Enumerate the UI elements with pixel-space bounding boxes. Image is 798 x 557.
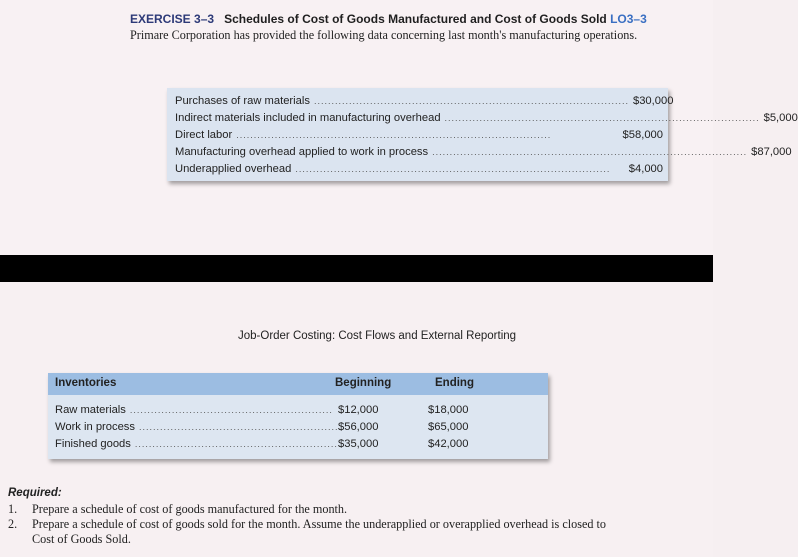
leader-dots: .......................................................... [134,438,338,449]
exercise-number: EXERCISE 3–3 [130,12,215,26]
header-ending: Ending [435,377,474,389]
table-row [55,401,333,418]
beginning-value: $35,000 [338,437,379,450]
item-text: Prepare a schedule of cost of goods manufactured for the month. [32,502,348,516]
beginning-value: $12,000 [338,403,379,416]
header-inventories: Inventories [55,377,117,389]
row-value: $30,000 [632,94,674,107]
exercise-heading [130,12,647,26]
row-label: Finished goods [55,437,131,450]
ending-value: $18,000 [428,403,469,416]
item-number: 1. [8,502,18,516]
leader-dots: .......................................................................................... [313,95,629,106]
table-row [55,418,343,435]
leader-dots: .......................................................................................... [444,112,760,123]
item-text: Prepare a schedule of cost of goods sold for the month. Assume the underapplied or overapplied overhead is closed to Cost of Goods Sold. [32,517,607,546]
row-value: $58,000 [622,128,663,141]
row-label: Underapplied overhead [175,162,292,175]
table-header [48,373,548,395]
leader-dots: .......................................................................................... [432,146,748,157]
row-label: Purchases of raw materials [175,94,310,107]
required-heading: Required: [8,487,62,499]
required-list [8,502,608,547]
table-row [175,109,798,126]
table-row [175,143,792,160]
row-value: $5,000 [763,111,798,124]
inventories-table [48,373,548,459]
cost-data-table [167,88,798,181]
ending-value: $65,000 [428,420,469,433]
leader-dots: .......................................................... [139,421,343,432]
top-page-section [0,0,798,255]
header-beginning: Beginning [335,377,392,389]
beginning-value: $56,000 [338,420,379,433]
row-label: Direct labor [175,128,233,141]
row-label: Manufacturing overhead applied to work in process [175,145,429,158]
row-label: Raw materials [55,403,126,416]
leader-dots: .......................................................................................... [236,129,552,140]
item-number: 2. [8,517,18,531]
row-label: Indirect materials included in manufacturing overhead [175,111,441,124]
row-value: $87,000 [751,145,792,158]
learning-objective-link[interactable]: LO3–3 [610,12,647,26]
table-row [175,160,663,177]
bottom-page-section [0,282,713,557]
ending-value: $42,000 [428,437,469,450]
exercise-intro: Primare Corporation has provided the following data concerning last month's manufacturing operations. [130,28,638,42]
table-row [175,126,663,143]
exercise-title: Schedules of Cost of Goods Manufactured and Cost of Goods Sold [224,12,607,26]
running-head: Job-Order Costing: Cost Flows and External Reporting [238,330,517,342]
leader-dots: .......................................................................................... [295,163,611,174]
list-item [8,502,608,517]
page-divider-bar [0,255,713,282]
row-label: Work in process [55,420,135,433]
table-row [55,435,338,452]
leader-dots: .......................................................... [129,404,333,415]
row-value: $4,000 [628,162,663,175]
list-item [8,517,608,547]
table-row [175,92,674,109]
